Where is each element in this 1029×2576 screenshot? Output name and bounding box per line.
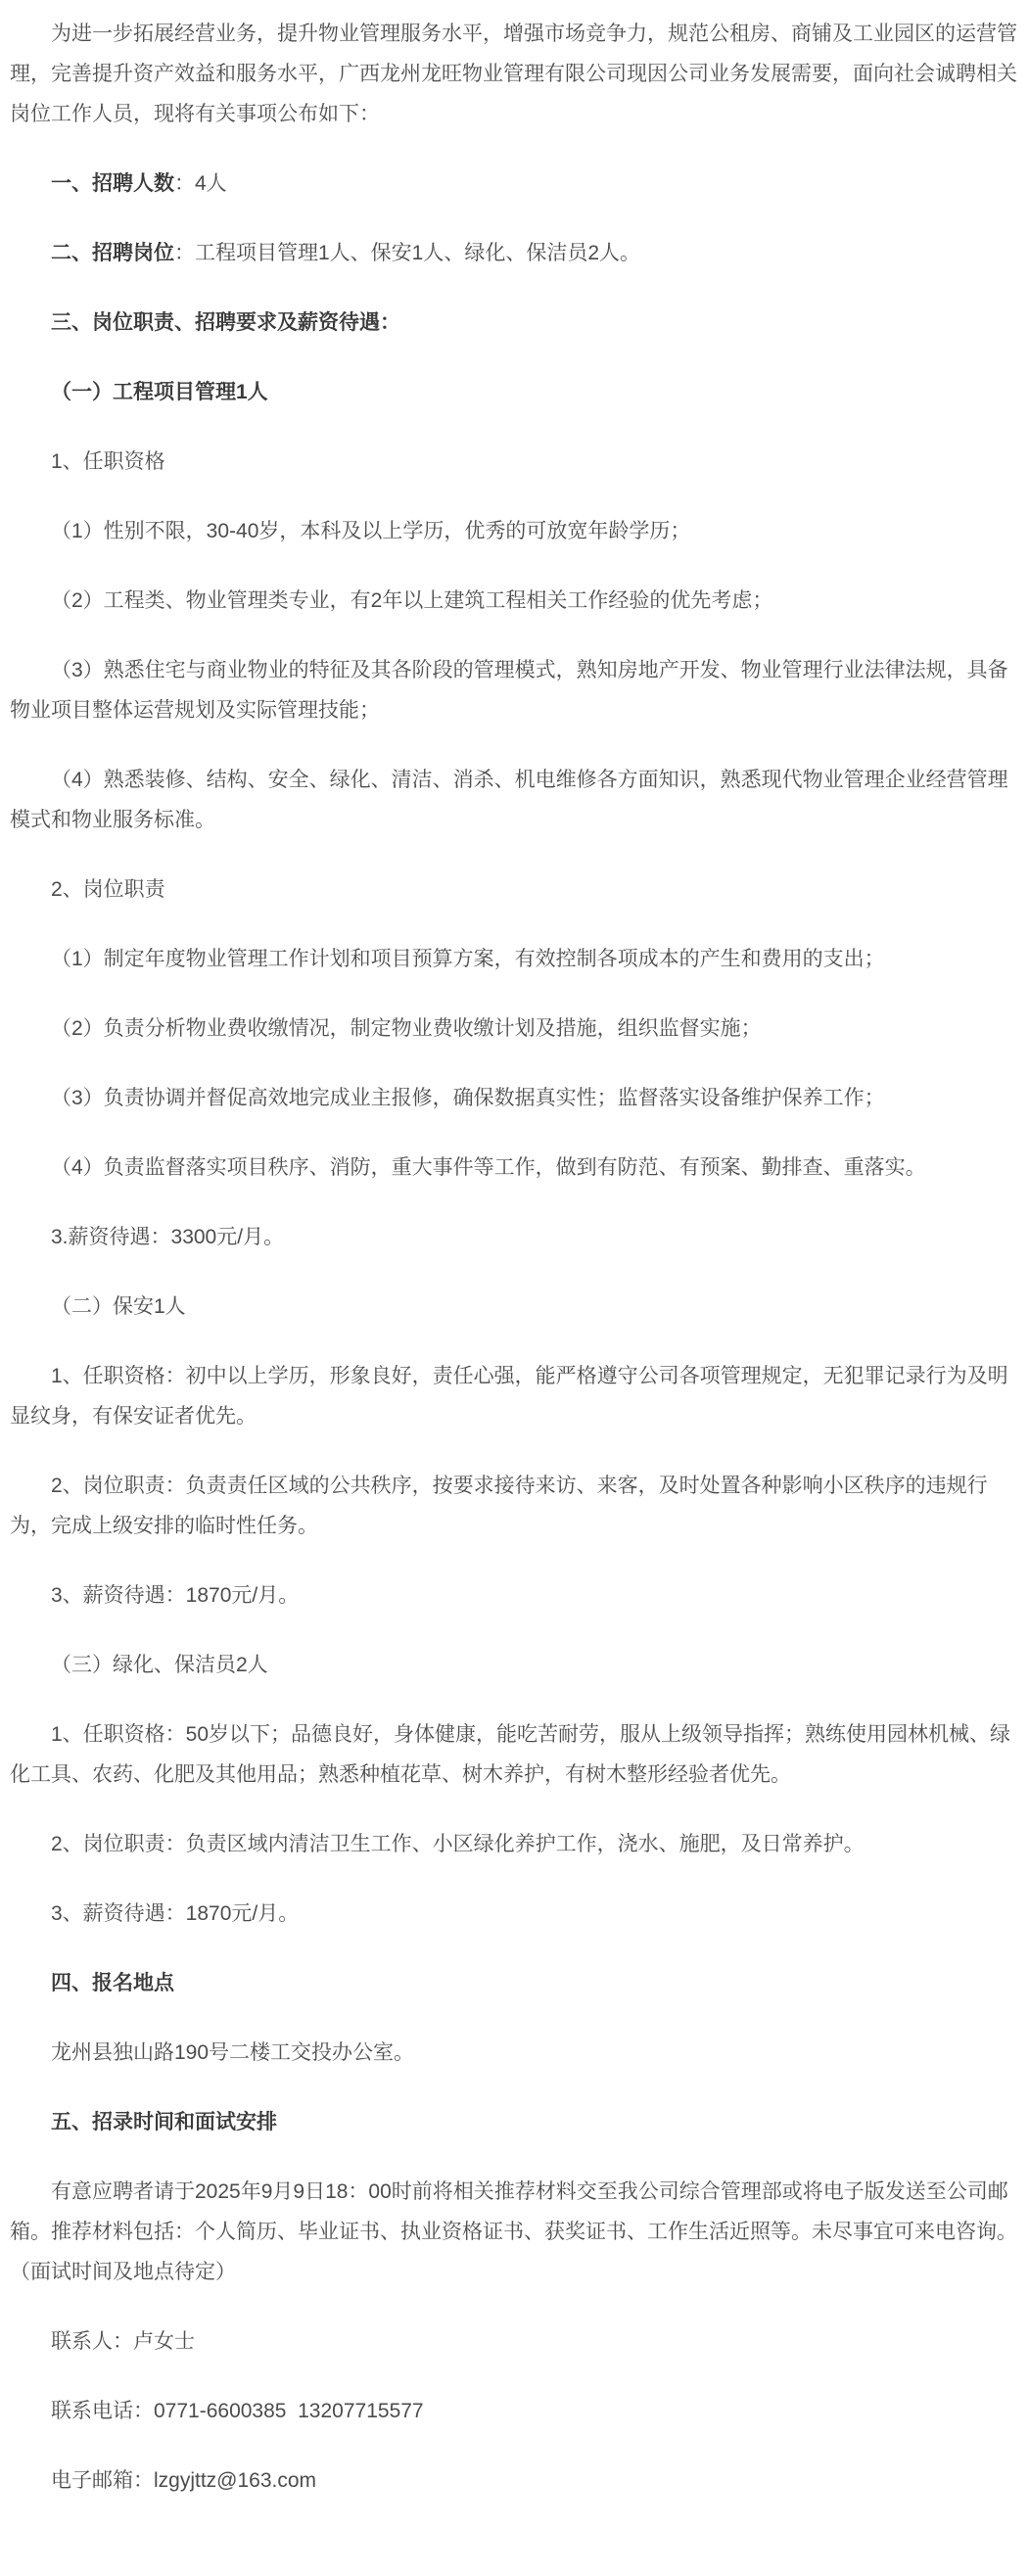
schedule-heading-bold-label: 五、招录时间和面试安排 xyxy=(51,2111,277,2133)
signup-location-heading xyxy=(10,1963,1019,2003)
duties-requirements-heading xyxy=(10,303,1019,343)
position-1-duty-3-text: （3）负责协调并督促高效地完成业主报修，确保数据真实性；监督落实设备维护保养工作； xyxy=(51,1087,885,1109)
position-2-qualifications-text: 1、任职资格：初中以上学历，形象良好，责任心强，能严格遵守公司各项管理规定，无犯罪记录行为及明显纹身，有保安证者优先。 xyxy=(10,1365,1008,1428)
position-1-qualification-2 xyxy=(10,581,1019,621)
position-1-duties-title xyxy=(10,869,1019,910)
recruit-count-heading-bold-label: 一、招聘人数 xyxy=(51,172,174,195)
position-1-qualification-3 xyxy=(10,650,1019,730)
position-1-duty-4-text: （4）负责监督落实项目秩序、消防，重大事件等工作，做到有防范、有预案、勤排查、重落实。 xyxy=(51,1156,926,1179)
position-1-qualification-4-text: （4）熟悉装修、结构、安全、绿化、清洁、消杀、机电维修各方面知识，熟悉现代物业管理企业经营管理模式和物业服务标准。 xyxy=(10,769,1008,831)
position-1-qualification-2-text: （2）工程类、物业管理类专业，有2年以上建筑工程相关工作经验的优先考虑； xyxy=(51,589,773,612)
position-1-qualifications-title-text: 1、任职资格 xyxy=(51,450,165,473)
position-1-salary-text: 3.薪资待遇：3300元/月。 xyxy=(51,1226,285,1248)
position-1-duties-title-text: 2、岗位职责 xyxy=(51,878,165,901)
position-3-qualifications xyxy=(10,1714,1019,1795)
position-3-qualifications-text: 1、任职资格：50岁以下；品德良好，身体健康，能吃苦耐劳，服从上级领导指挥；熟练使用园林机械、绿化工具、农药、化肥及其他用品；熟悉种植花草、树木养护，有树木整形经验者优先。 xyxy=(10,1723,1011,1786)
position-3-salary xyxy=(10,1894,1019,1934)
duties-requirements-heading-bold-label: 三、岗位职责、招聘要求及薪资待遇： xyxy=(51,311,400,334)
position-1-qualification-1-text: （1）性别不限，30-40岁，本科及以上学历，优秀的可放宽年龄学历； xyxy=(51,520,691,542)
position-1-qualifications-title xyxy=(10,442,1019,482)
position-2-duties-text: 2、岗位职责：负责责任区域的公共秩序，按要求接待来访、来客，及时处置各种影响小区秩序的违规行为，完成上级安排的临时性任务。 xyxy=(10,1475,988,1537)
position-1-duty-3 xyxy=(10,1078,1019,1118)
position-2-salary-text: 3、薪资待遇：1870元/月。 xyxy=(51,1584,300,1607)
position-1-qualification-4 xyxy=(10,760,1019,840)
position-1-qualification-3-text: （3）熟悉住宅与商业物业的特征及其各阶段的管理模式，熟知房地产开发、物业管理行业法律法规，具备物业项目整体运营规划及实际管理技能； xyxy=(10,659,1008,722)
position-2-duties xyxy=(10,1466,1019,1546)
position-2-salary xyxy=(10,1575,1019,1616)
position-1-qualification-1 xyxy=(10,511,1019,551)
position-3-duties-text: 2、岗位职责：负责区域内清洁卫生工作、小区绿化养护工作，浇水、施肥，及日常养护。 xyxy=(51,1833,865,1855)
recruit-count-heading xyxy=(10,164,1019,204)
contact-person-text: 联系人：卢女士 xyxy=(51,2330,195,2353)
contact-email-text: 电子邮箱：lzgyjttz@163.com xyxy=(51,2469,317,2492)
schedule-paragraph xyxy=(10,2172,1019,2292)
position-3-salary-text: 3、薪资待遇：1870元/月。 xyxy=(51,1902,300,1925)
intro-paragraph-text: 为进一步拓展经营业务，提升物业管理服务水平，增强市场竞争力，规范公租房、商铺及工业园区的运营管理，完善提升资产效益和服务水平，广西龙州龙旺物业管理有限公司现因公司业务发展需要，面向社会诚聘相关岗位工作人员，现将有关事项公布如下： xyxy=(10,23,1017,125)
position-2-heading-text: （二）保安1人 xyxy=(51,1295,186,1318)
schedule-paragraph-text: 有意应聘者请于2025年9月9日18：00时前将相关推荐材料交至我公司综合管理部或将电子版发送至公司邮箱。推荐材料包括：个人简历、毕业证书、执业资格证书、获奖证书、工作生活近照等。未尽事宜可来电咨询。（面试时间及地点待定） xyxy=(10,2180,1017,2283)
recruit-positions-heading-text: ：工程项目管理1人、保安1人、绿化、保洁员2人。 xyxy=(174,242,641,264)
position-1-duty-1 xyxy=(10,939,1019,979)
intro-paragraph xyxy=(10,14,1019,134)
recruit-count-heading-text: ：4人 xyxy=(174,172,227,195)
contact-phone xyxy=(10,2391,1019,2431)
recruit-positions-heading xyxy=(10,233,1019,273)
schedule-heading xyxy=(10,2102,1019,2142)
position-2-qualifications xyxy=(10,1356,1019,1436)
recruit-positions-heading-bold-label: 二、招聘岗位 xyxy=(51,242,174,264)
contact-phone-text: 联系电话：0771-6600385 13207715577 xyxy=(51,2400,424,2422)
position-2-heading xyxy=(10,1287,1019,1327)
position-1-duty-4 xyxy=(10,1147,1019,1188)
contact-person xyxy=(10,2321,1019,2362)
signup-location-heading-bold-label: 四、报名地点 xyxy=(51,1972,174,1994)
position-1-duty-2 xyxy=(10,1008,1019,1049)
contact-email xyxy=(10,2460,1019,2501)
signup-location-text: 龙州县独山路190号二楼工交投办公室。 xyxy=(51,2041,415,2064)
signup-location xyxy=(10,2033,1019,2073)
position-1-salary xyxy=(10,1217,1019,1257)
position-1-heading-bold-label: （一）工程项目管理1人 xyxy=(51,381,268,403)
position-1-duty-1-text: （1）制定年度物业管理工作计划和项目预算方案，有效控制各项成本的产生和费用的支出； xyxy=(51,948,885,970)
position-3-heading xyxy=(10,1645,1019,1685)
position-3-heading-text: （三）绿化、保洁员2人 xyxy=(51,1654,268,1676)
position-1-heading xyxy=(10,372,1019,412)
position-1-duty-2-text: （2）负责分析物业费收缴情况，制定物业费收缴计划及措施，组织监督实施； xyxy=(51,1017,762,1040)
position-3-duties xyxy=(10,1824,1019,1864)
